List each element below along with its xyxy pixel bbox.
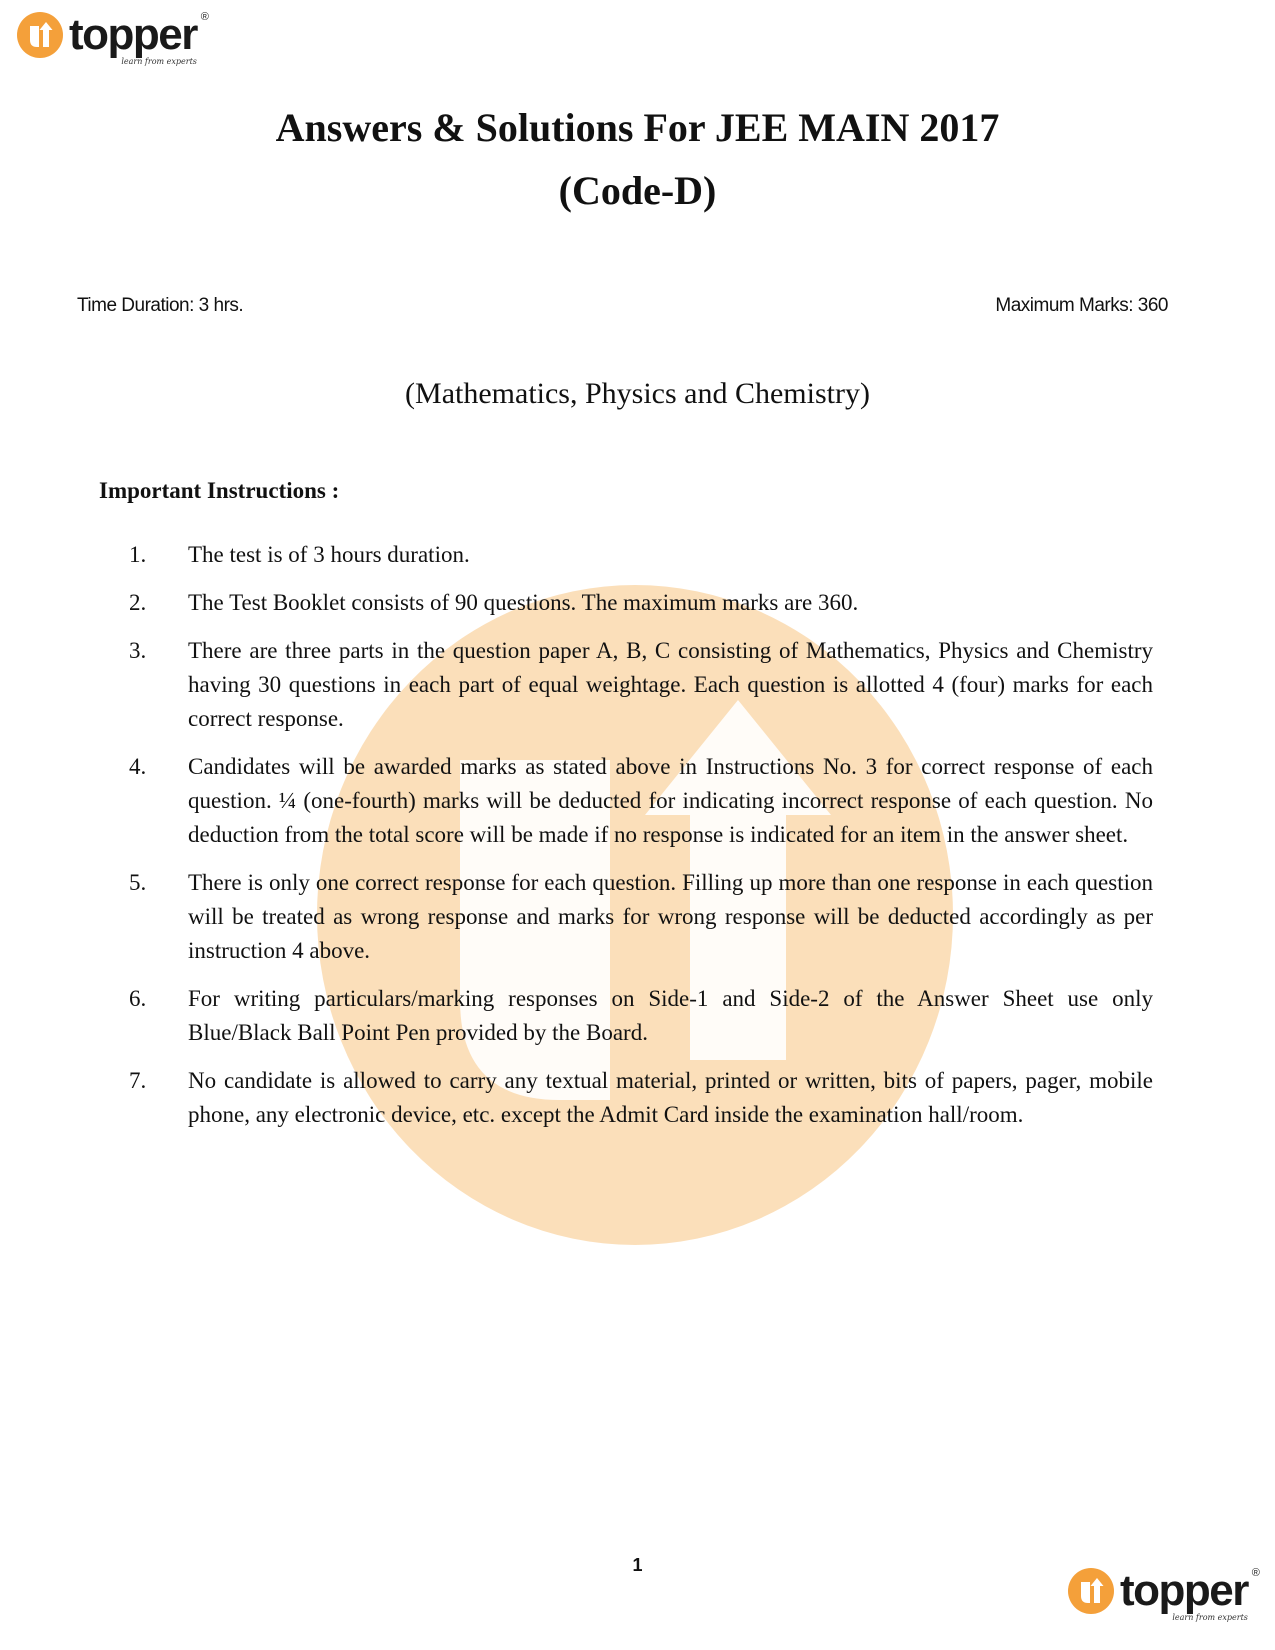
- page-number: 1: [632, 1555, 643, 1575]
- logo-tagline: learn from experts: [121, 57, 197, 66]
- instruction-text: The Test Booklet consists of 90 questions. The maximum marks are 360.: [188, 590, 859, 615]
- instructions-heading: Important Instructions :: [99, 478, 340, 503]
- instruction-number: 5.: [129, 870, 147, 895]
- instruction-item: [0, 750, 1275, 852]
- registered-mark: ®: [200, 11, 209, 23]
- topper-u-arrow-icon: [1068, 1568, 1114, 1614]
- registered-mark: ®: [1251, 1567, 1260, 1579]
- topper-u-arrow-icon: [17, 12, 63, 58]
- instruction-text: There is only one correct response for each question. Filling up more than one response in each question will be treated as wrong response and marks for wrong response will be deducted accordingly as per instruction 4 above.: [188, 870, 1153, 963]
- instruction-item: [0, 866, 1275, 968]
- time-duration: Time Duration: 3 hrs.: [77, 295, 244, 316]
- page-title: Answers & Solutions For JEE MAIN 2017: [275, 105, 1000, 150]
- instruction-item: [0, 538, 1275, 572]
- subjects-line: (Mathematics, Physics and Chemistry): [405, 377, 870, 410]
- instruction-text: The test is of 3 hours duration.: [188, 542, 470, 567]
- instruction-number: 7.: [129, 1068, 147, 1093]
- instruction-item: [0, 586, 1275, 620]
- topper-logo-footer: [1068, 1566, 1260, 1622]
- instructions-list: [0, 538, 1275, 1146]
- instruction-text: Candidates will be awarded marks as stated above in Instructions No. 3 for correct response of each question. ¼ (one-fourth) marks will be deducted for indicating incorrect response of each question. No deduction from the total score will be made if no response is indicated for an item in the answer sheet.: [188, 754, 1153, 847]
- maximum-marks: Maximum Marks: 360: [995, 295, 1168, 316]
- instruction-item: [0, 982, 1275, 1050]
- instruction-text: No candidate is allowed to carry any textual material, printed or written, bits of papers, pager, mobile phone, any electronic device, etc. except the Admit Card inside the examination hall/room.: [188, 1068, 1153, 1127]
- instruction-item: [0, 634, 1275, 736]
- instruction-text: For writing particulars/marking responses on Side-1 and Side-2 of the Answer Sheet use only Blue/Black Ball Point Pen provided by the Board.: [188, 986, 1153, 1045]
- instruction-number: 2.: [129, 590, 147, 615]
- instruction-number: 4.: [129, 754, 147, 779]
- instruction-number: 6.: [129, 986, 147, 1011]
- logo-wordmark: topper: [1120, 1566, 1248, 1615]
- logo-tagline: learn from experts: [1172, 1613, 1248, 1622]
- logo-wordmark: topper: [69, 10, 197, 59]
- topper-logo: [17, 10, 209, 66]
- instruction-text: There are three parts in the question paper A, B, C consisting of Mathematics, Physics and Chemistry having 30 questions in each part of equal weightage. Each question is allotted 4 (four) marks for each correct response.: [188, 638, 1153, 731]
- instruction-item: [0, 1064, 1275, 1132]
- instruction-number: 3.: [129, 638, 147, 663]
- paper-code: (Code-D): [558, 168, 717, 213]
- instruction-number: 1.: [129, 542, 147, 567]
